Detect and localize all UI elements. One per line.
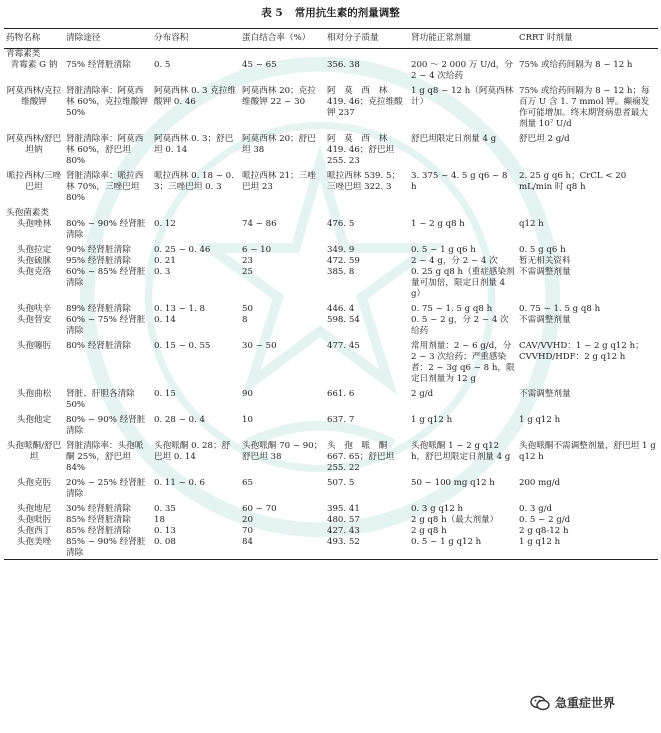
mw-cell: 637. 7 — [327, 415, 355, 425]
clearance-cell: 20% ~ 25% 经肾脏清除 — [66, 478, 146, 499]
crrt-dose-cell: CAV/VVHD：1 ~ 2 g q12 h；CVVHD/HDF：2 g q12 h — [519, 341, 644, 362]
drug-name: 青霉素 G 钠 — [10, 60, 58, 70]
wechat-icon — [530, 695, 550, 711]
normal-dose-cell: 0. 3 g q12 h — [411, 504, 464, 514]
mw-cell: 395. 41 — [327, 504, 360, 514]
drug-name: 头孢硫脒 — [16, 256, 52, 266]
normal-dose-cell: 2 g q8 h — [411, 526, 447, 536]
clearance-cell: 80% 经肾脏清除 — [66, 341, 131, 351]
drug-name: 头孢吡肟 — [16, 515, 52, 525]
drug-name: 哌拉西林/三唑巴坦 — [6, 171, 62, 192]
crrt-dose-cell: 0. 75 ~ 1. 5 g q8 h — [519, 304, 601, 314]
normal-dose-cell — [409, 559, 517, 560]
table-row — [4, 86, 658, 130]
protein-cell: 8 — [242, 315, 248, 325]
table-row — [4, 267, 658, 300]
normal-dose-cell: 2 g q8 h（最大剂量） — [411, 515, 499, 525]
clearance-cell: 肾脏清除率：阿莫西林 60%，舒巴坦 80% — [66, 134, 144, 166]
clearance-cell: 95% 经肾脏清除 — [66, 256, 131, 266]
normal-dose-cell: 0. 5 ~ 1 g q12 h — [411, 537, 482, 547]
normal-dose-cell: 0. 5 ~ 1 g q6 h — [411, 245, 476, 255]
crrt-dose-cell: 0. 3 g/d — [519, 504, 553, 514]
mw-cell: 661. 6 — [327, 389, 355, 399]
section-row — [4, 49, 658, 61]
crrt-dose-cell: 1 g q12 h — [519, 537, 561, 547]
normal-dose-cell: 3. 375 ~ 4. 5 g q6 ~ 8 h — [411, 171, 508, 192]
mw-cell: 446. 4 — [327, 304, 355, 314]
clearance-cell: 90% 经肾脏清除 — [66, 245, 131, 255]
volume-cell: 0. 11 ~ 0. 6 — [154, 478, 205, 488]
protein-cell: 45 ~ 65 — [242, 60, 277, 70]
normal-dose-cell: 2 ~ 4 g，分 2 ~ 4 次 — [411, 256, 498, 266]
drug-name: 头孢噻肟 — [16, 341, 52, 351]
crrt-dose-cell: 不需调整剂量 — [519, 315, 571, 325]
table-row — [4, 559, 658, 560]
volume-cell: 0. 28 ~ 0. 4 — [154, 415, 205, 425]
drug-name: 头孢西丁 — [16, 526, 52, 536]
clearance-cell: 85% 经肾脏清除 — [66, 526, 131, 536]
volume-cell: 0. 15 — [154, 389, 176, 399]
crrt-dose-cell: 舒巴坦 2 g/d — [519, 134, 570, 144]
table-row — [4, 415, 658, 437]
table-row — [4, 60, 658, 82]
drug-name: 头孢他定 — [16, 415, 52, 425]
table-row — [4, 515, 658, 526]
normal-dose-cell: 200 ～ 2 000 万 U/d，分 2 ~ 4 次给药 — [411, 60, 513, 81]
mw-cell: 356. 38 — [327, 60, 360, 70]
header-row — [4, 29, 658, 49]
volume-cell: 0. 21 — [154, 256, 176, 266]
mw-cell: 477. 45 — [327, 341, 360, 351]
normal-dose-cell: 0. 25 g q8 h（重症感染剂量可加倍，限定日剂量 4 g） — [411, 267, 515, 299]
clearance-cell: 肾脏清除率：阿莫西林 60%，克拉维酸钾 50% — [66, 86, 148, 118]
clearance-cell: 80% ~ 90% 经肾脏清除 — [66, 415, 146, 436]
section-label: 青霉素类 — [6, 49, 41, 59]
mw-cell: 598. 54 — [327, 315, 360, 325]
wechat-account-logo — [530, 690, 658, 716]
volume-cell: 18 — [154, 515, 165, 525]
crrt-dose-cell: 暂无相关资料 — [519, 256, 571, 266]
clearance-cell: 80% ~ 90% 经肾脏清除 — [66, 219, 146, 240]
section-label: 头孢菌素类 — [6, 208, 49, 218]
protein-cell: 头孢哌酮 70 ~ 90；舒巴坦 38 — [242, 441, 323, 462]
protein-cell: 60 ~ 70 — [242, 504, 277, 514]
mw-cell: 头 孢 哌 酮 667. 65；舒巴坦 255. 22 — [327, 441, 395, 473]
protein-cell: 84 — [242, 537, 253, 547]
normal-dose-cell: 1 g q8 ~ 12 h（阿莫西林计） — [411, 86, 514, 107]
header-volume: 分布容积 — [152, 29, 240, 49]
mw-cell: 472. 59 — [327, 256, 360, 266]
table-row — [4, 171, 658, 204]
drug-name: 阿莫西林/舒巴坦钠 — [6, 134, 62, 155]
normal-dose-cell: 0. 5 ~ 2 g，分 2 ~ 4 次给药 — [411, 315, 509, 336]
drug-name: 头孢拉定 — [16, 245, 52, 255]
volume-cell: 0. 15 ~ 0. 55 — [154, 341, 211, 351]
drug-name: 头孢美唑 — [16, 537, 52, 547]
protein-cell: 阿莫西林 20；克拉维酸钾 22 ~ 30 — [242, 86, 316, 107]
drug-name: 头孢替安 — [16, 315, 52, 325]
table-row — [4, 256, 658, 267]
table-row — [4, 245, 658, 256]
crrt-dose-cell: 0. 5 g q6 h — [519, 245, 566, 255]
volume-cell: 头孢哌酮 0. 28；舒巴坦 0. 14 — [154, 441, 231, 462]
table-title: 常用抗生素的剂量调整 — [294, 7, 400, 19]
protein-cell: 23 — [242, 256, 253, 266]
protein-cell — [240, 559, 325, 560]
table-row — [4, 134, 658, 167]
normal-dose-cell: 常用剂量：2 ~ 6 g/d，分 2 ~ 3 次给药；严重感染者：2 ~ 3g q6 ~ 8 h，限定日剂量为 12 g — [411, 341, 515, 384]
table-row — [4, 389, 658, 411]
table-row — [4, 341, 658, 385]
mw-cell — [325, 559, 409, 560]
normal-dose-cell: 1 g q12 h — [411, 415, 453, 425]
drug-name: 头孢曲松 — [16, 389, 52, 399]
table-caption — [0, 6, 661, 20]
crrt-dose-cell: 0. 5 ~ 2 g/d — [519, 515, 571, 525]
drug-name: 阿莫西林/克拉维酸钾 — [6, 86, 62, 107]
volume-cell: 阿莫西林 0. 3 克拉维酸钾 0. 46 — [154, 86, 237, 107]
normal-dose-cell: 舒巴坦限定日剂量 4 g — [411, 134, 497, 144]
normal-dose-cell: 头孢哌酮 1 ~ 2 g q12 h，舒巴坦限定日剂量 4 g — [411, 441, 511, 462]
drug-name: 头孢克肟 — [16, 478, 52, 488]
mw-cell: 507. 5 — [327, 478, 355, 488]
protein-cell: 30 ~ 50 — [242, 341, 277, 351]
volume-cell: 0. 13 — [154, 526, 176, 536]
crrt-dose-cell: 75% 或给药间隔为 8 ~ 12 h；每百万 U 含 1. 7 mmol 钾。癫痫发作可能增加。终末期肾病患者最大剂量 10⁷ U/d — [519, 86, 650, 129]
table-row — [4, 504, 658, 515]
volume-cell: 0. 12 — [154, 219, 176, 229]
drug-name: 头孢哌酮/舒巴坦 — [6, 441, 62, 462]
section-row — [4, 208, 658, 219]
volume-cell: 阿莫西林 0. 3；舒巴坦 0. 14 — [154, 134, 234, 155]
protein-cell: 70 — [242, 526, 253, 536]
protein-cell: 阿莫西林 20；舒巴坦 38 — [242, 134, 316, 155]
crrt-dose-cell: 头孢哌酮不需调整剂量，舒巴坦 1 g q12 h — [519, 441, 656, 462]
volume-cell: 0. 14 — [154, 315, 176, 325]
header-molecular-weight: 相对分子质量 — [325, 29, 409, 49]
crrt-dose-cell: 不需调整剂量 — [519, 267, 571, 277]
protein-cell: 6 ~ 10 — [242, 245, 272, 255]
header-protein-binding: 蛋白结合率（%） — [240, 29, 325, 49]
normal-dose-cell: 50 ~ 100 mg q12 h — [411, 478, 495, 488]
header-crrt-dose: CRRT 时剂量 — [517, 29, 658, 49]
mw-cell: 阿 莫 西 林 419. 46；克拉维酸钾 237 — [327, 86, 403, 118]
logo-text: 急重症世界 — [555, 695, 616, 710]
crrt-dose-cell: 2. 25 g q6 h；CrCL < 20 mL/min 时 q8 h — [519, 171, 627, 192]
protein-cell: 10 — [242, 415, 253, 425]
mw-cell: 阿 莫 西 林 419. 46；舒巴坦 255. 23 — [327, 134, 395, 166]
volume-cell: 0. 08 — [154, 537, 176, 547]
drug-name: 头孢地尼 — [16, 504, 52, 514]
protein-cell: 20 — [242, 515, 253, 525]
drug-name: 头孢呋辛 — [16, 304, 52, 314]
crrt-dose-cell: q12 h — [519, 219, 544, 229]
normal-dose-cell: 2 g/d — [411, 389, 434, 399]
clearance-cell: 60% ~ 75% 经肾脏清除 — [66, 315, 146, 336]
drug-name — [4, 559, 64, 560]
normal-dose-cell: 0. 75 ~ 1. 5 g q8 h — [411, 304, 493, 314]
table-row — [4, 537, 658, 559]
header-drug-name: 药物名称 — [4, 29, 64, 49]
drug-name: 头孢唑林 — [16, 219, 52, 229]
protein-cell: 哌拉西林 21；三唑巴坦 23 — [242, 171, 316, 192]
mw-cell: 493. 52 — [327, 537, 360, 547]
protein-cell: 74 ~ 86 — [242, 219, 277, 229]
crrt-dose-cell — [517, 559, 658, 560]
table-number: 表 5 — [261, 7, 283, 19]
volume-cell: 哌拉西林 0. 18 ~ 0. 3；三唑巴坦 0. 3 — [154, 171, 234, 192]
volume-cell: 0. 3 — [154, 267, 171, 277]
clearance-cell: 89% 经肾脏清除 — [66, 304, 131, 314]
crrt-dose-cell: 不需调整剂量 — [519, 389, 571, 399]
protein-cell: 25 — [242, 267, 253, 277]
crrt-dose-cell: 75% 或给药间隔为 8 ~ 12 h — [519, 60, 633, 70]
table-row — [4, 441, 658, 474]
crrt-dose-cell: 1 g q12 h — [519, 415, 561, 425]
mw-cell: 427. 43 — [327, 526, 360, 536]
table-row — [4, 219, 658, 241]
crrt-dose-cell: 2 g q8-12 h — [519, 526, 569, 536]
volume-cell: 0. 5 — [154, 60, 171, 70]
volume-cell — [152, 559, 240, 560]
table-row — [4, 304, 658, 315]
mw-cell: 哌拉西林 539. 5；三唑巴坦 322. 3 — [327, 171, 401, 192]
clearance-cell: 85% ~ 90% 经肾脏清除 — [66, 537, 146, 558]
mw-cell: 476. 5 — [327, 219, 355, 229]
dosage-table — [4, 28, 658, 560]
clearance-cell: 30% 经肾脏清除 — [66, 504, 131, 514]
clearance-cell: 60% ~ 85% 经肾脏清除 — [66, 267, 146, 288]
volume-cell: 0. 25 ~ 0. 46 — [154, 245, 211, 255]
table-row — [4, 526, 658, 537]
crrt-dose-cell: 200 mg/d — [519, 478, 561, 488]
clearance-cell: 肾脏、肝胆各清除 50% — [66, 389, 135, 410]
protein-cell: 50 — [242, 304, 253, 314]
clearance-cell: 肾脏清除率：哌拉西林 70%，三唑巴坦 80% — [66, 171, 144, 203]
mw-cell: 480. 57 — [327, 515, 360, 525]
clearance-cell: 75% 经肾脏清除 — [66, 60, 131, 70]
table-row — [4, 478, 658, 500]
clearance-cell — [64, 559, 152, 560]
protein-cell: 65 — [242, 478, 253, 488]
clearance-cell: 肾脏清除率：头孢哌酮 25%，舒巴坦 84% — [66, 441, 144, 473]
protein-cell: 90 — [242, 389, 253, 399]
volume-cell: 0. 13 ~ 1. 8 — [154, 304, 205, 314]
mw-cell: 385. 8 — [327, 267, 355, 277]
header-normal-dose: 肾功能正常剂量 — [409, 29, 517, 49]
normal-dose-cell: 1 ~ 2 g q8 h — [411, 219, 465, 229]
clearance-cell: 85% 经肾脏清除 — [66, 515, 131, 525]
table-row — [4, 315, 658, 337]
mw-cell: 349. 9 — [327, 245, 355, 255]
volume-cell: 0. 35 — [154, 504, 176, 514]
header-clearance: 清除途径 — [64, 29, 152, 49]
drug-name: 头孢克洛 — [16, 267, 52, 277]
